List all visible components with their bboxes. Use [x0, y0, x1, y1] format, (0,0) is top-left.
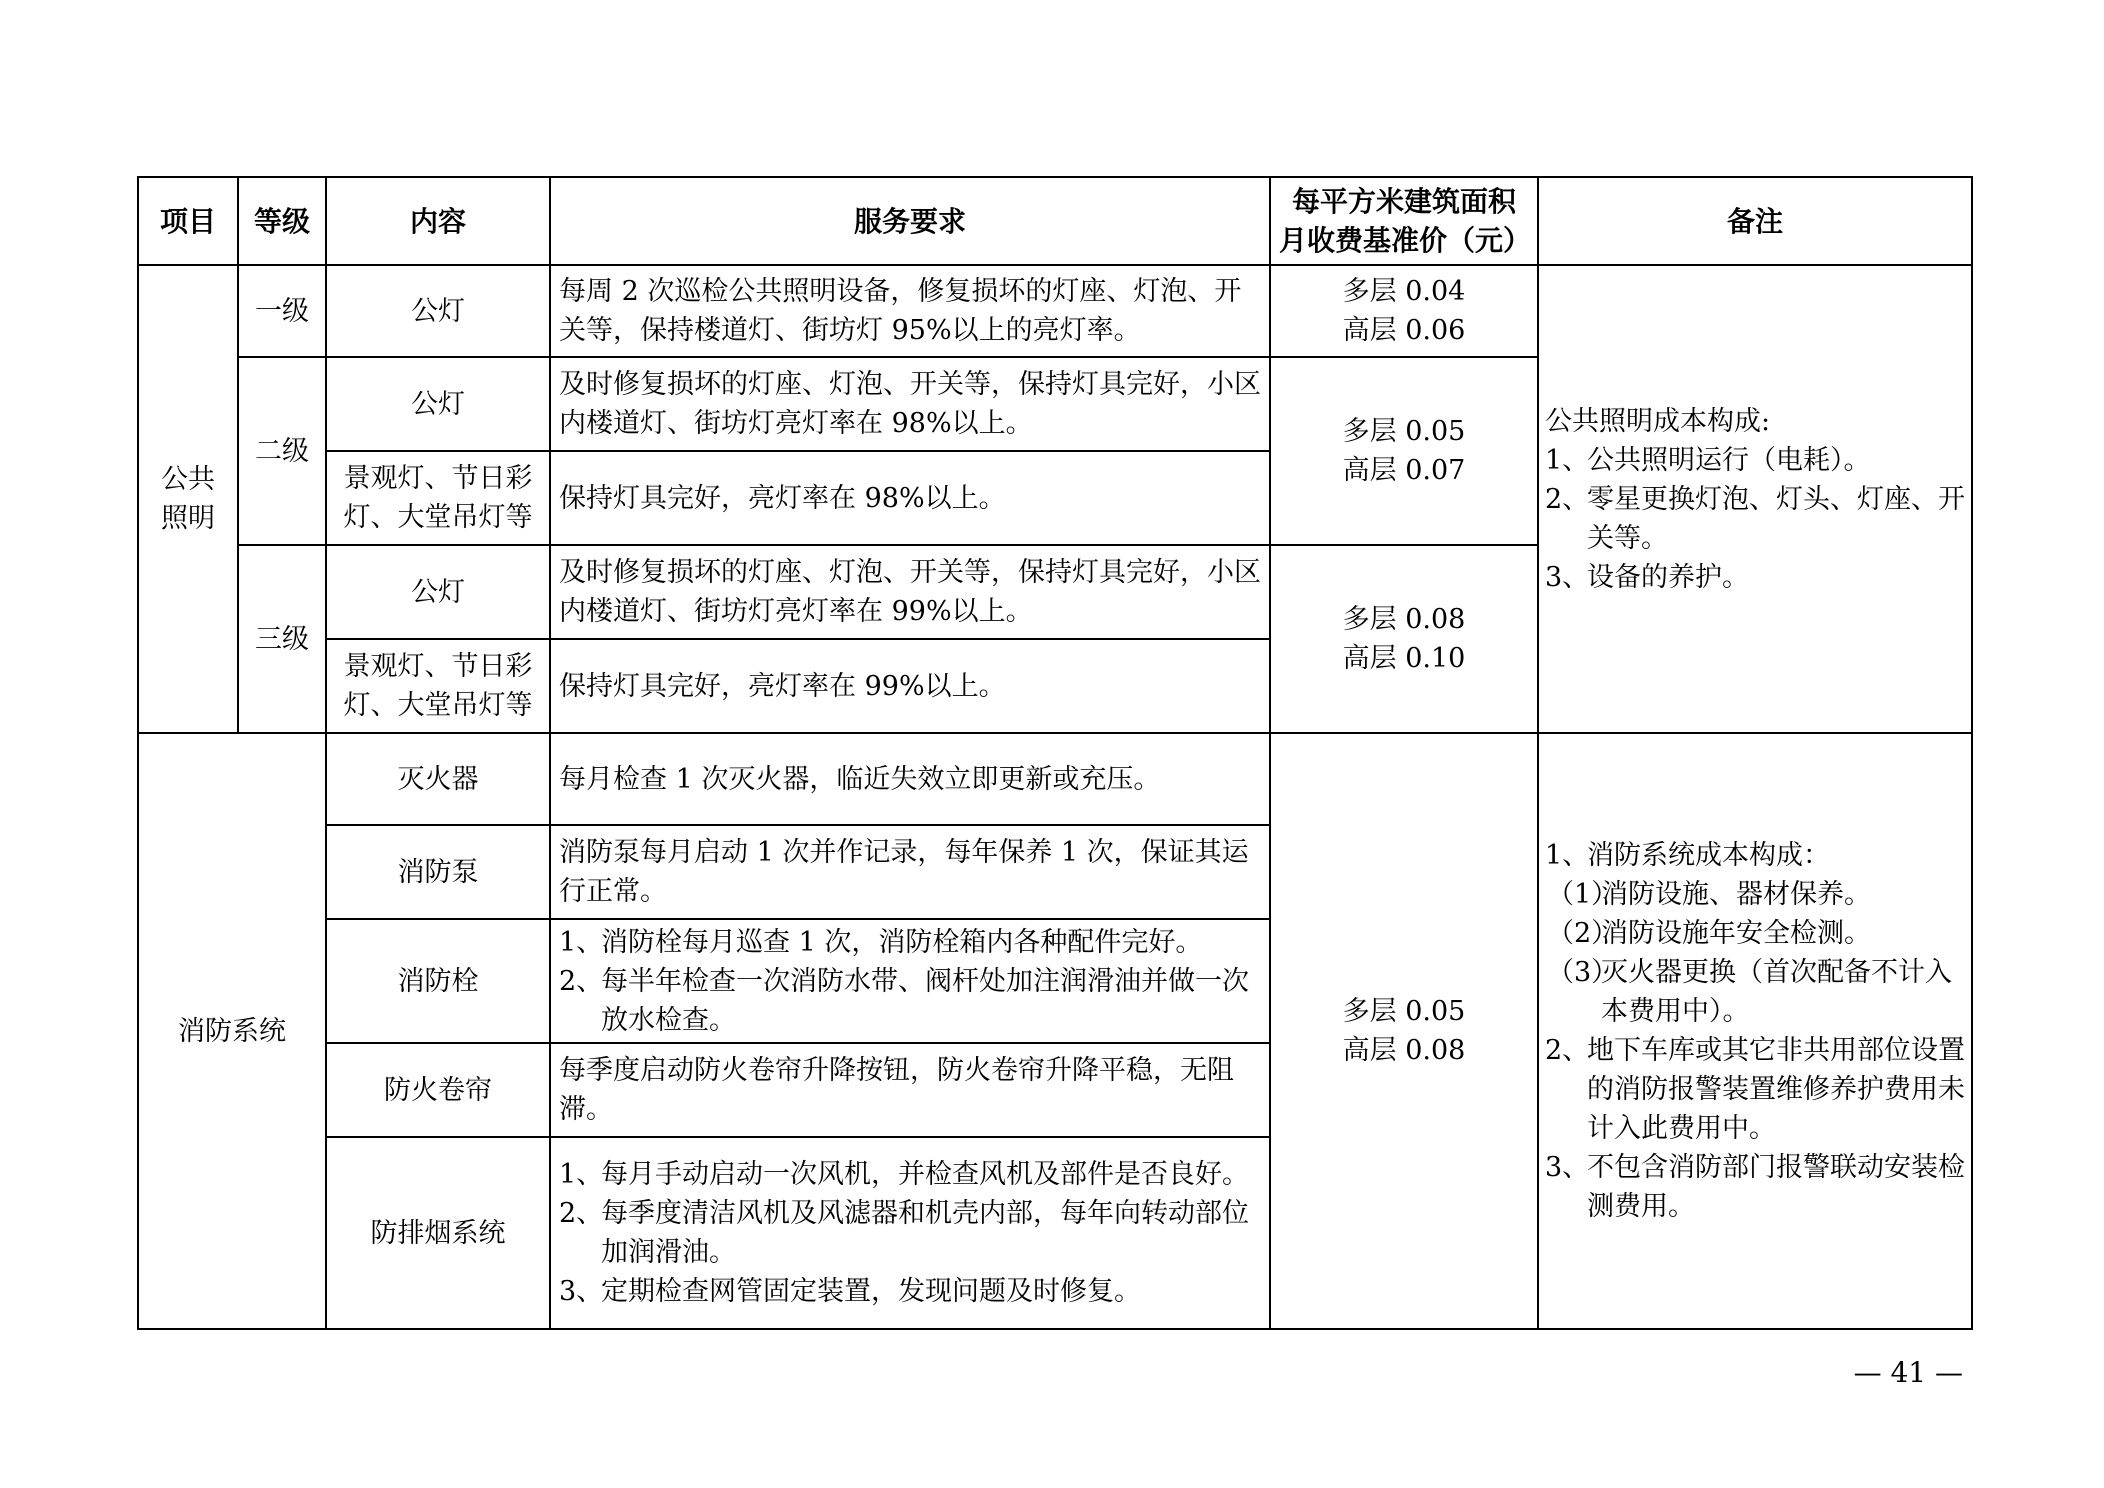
- service-requirement: [550, 1137, 1270, 1329]
- header-item: 项目: [138, 177, 238, 265]
- header-price: [1270, 177, 1538, 265]
- list-number: 2、: [1545, 1035, 1590, 1066]
- list-text: 灭火器更换（首次配备不计入本费用中）。: [1601, 957, 1952, 1027]
- price-multistorey: 多层 0.05: [1342, 416, 1466, 447]
- service-fee-table: [137, 176, 1973, 1330]
- price-highrise: 高层 0.10: [1342, 643, 1466, 674]
- remark-fire: [1538, 733, 1972, 1329]
- item-fire-system: 消防系统: [138, 733, 326, 1329]
- item-public-lighting: [138, 265, 238, 733]
- list-number: 2、: [559, 965, 604, 997]
- list-number: （2）: [1547, 918, 1619, 949]
- list-text: 地下车库或其它非共用部位设置的消防报警装置维修养护费用未计入此费用中。: [1587, 1035, 1965, 1144]
- content-smoke-exhaust: 防排烟系统: [326, 1137, 550, 1329]
- item-public-lighting-line1: 公共: [161, 464, 215, 495]
- content-public-light: 公灯: [326, 545, 550, 639]
- content-landscape-light: 景观灯、节日彩灯、大堂吊灯等: [326, 451, 550, 545]
- list-number: 3、: [1545, 561, 1590, 593]
- list-item: [1545, 953, 1967, 1031]
- list-number: （1）: [1547, 879, 1619, 910]
- list-text: 每月手动启动一次风机，并检查风机及部件是否良好。: [601, 1159, 1249, 1190]
- list-item: [1545, 1148, 1967, 1226]
- price-multistorey: 多层 0.05: [1342, 996, 1466, 1027]
- service-requirement: [550, 919, 1270, 1043]
- list-item: [559, 1272, 1261, 1311]
- service-requirement: 保持灯具完好，亮灯率在 99%以上。: [550, 639, 1270, 733]
- list-item: [1545, 480, 1967, 558]
- content-fire-shutter: 防火卷帘: [326, 1043, 550, 1137]
- remark-lighting-list: [1545, 441, 1967, 597]
- content-public-light: 公灯: [326, 265, 550, 357]
- content-fire-hydrant: 消防栓: [326, 919, 550, 1043]
- item-public-lighting-line2: 照明: [161, 503, 215, 534]
- list-text: 不包含消防部门报警联动安装检测费用。: [1587, 1152, 1965, 1222]
- content-fire-pump: 消防泵: [326, 825, 550, 919]
- price-highrise: 高层 0.06: [1342, 315, 1466, 346]
- header-price-line2: 月收费基准价（元）: [1279, 224, 1532, 257]
- list-text: 消防设施、器材保养。: [1601, 879, 1871, 910]
- list-item: [1545, 441, 1967, 480]
- price-cell: [1270, 733, 1538, 1329]
- service-requirement: 保持灯具完好，亮灯率在 98%以上。: [550, 451, 1270, 545]
- page-number: — 41 —: [1853, 1356, 1963, 1389]
- list-text: 每季度清洁风机及风滤器和机壳内部，每年向转动部位加润滑油。: [601, 1198, 1249, 1268]
- price-cell: [1270, 545, 1538, 733]
- table-row: [138, 733, 1972, 825]
- price-highrise: 高层 0.08: [1342, 1035, 1466, 1066]
- level-1: 一级: [238, 265, 326, 357]
- remark-lighting-head: 公共照明成本构成:: [1545, 405, 1771, 437]
- remark-fire-list: [1545, 836, 1967, 1226]
- header-service-requirements: 服务要求: [550, 177, 1270, 265]
- level-3: 三级: [238, 545, 326, 733]
- list-item: [1545, 914, 1967, 953]
- list-text: 定期检查网管固定装置，发现问题及时修复。: [601, 1276, 1141, 1307]
- list-item: [1545, 836, 1967, 875]
- price-multistorey: 多层 0.08: [1342, 604, 1466, 635]
- service-requirement: 每周 2 次巡检公共照明设备，修复损坏的灯座、灯泡、开关等，保持楼道灯、街坊灯 95%以上的亮灯率。: [550, 265, 1270, 357]
- list-number: 1、: [1545, 840, 1590, 871]
- list-text: 每半年检查一次消防水带、阀杆处加注润滑油并做一次放水检查。: [601, 965, 1249, 1036]
- list-item: [1545, 1031, 1967, 1148]
- list-item: [559, 923, 1261, 962]
- price-highrise: 高层 0.07: [1342, 455, 1466, 486]
- service-requirement: 消防泵每月启动 1 次并作记录，每年保养 1 次，保证其运行正常。: [550, 825, 1270, 919]
- header-content: 内容: [326, 177, 550, 265]
- list-number: 3、: [1545, 1152, 1590, 1183]
- hydrant-list: [559, 923, 1261, 1040]
- list-item: [1545, 875, 1967, 914]
- service-requirement: 每月检查 1 次灭火器，临近失效立即更新或充压。: [550, 733, 1270, 825]
- list-text: 消防设施年安全检测。: [1601, 918, 1871, 949]
- list-text: 消防系统成本构成：: [1587, 840, 1830, 871]
- list-number: 1、: [559, 1159, 604, 1190]
- list-number: 1、: [559, 926, 604, 958]
- remark-lighting: [1538, 265, 1972, 733]
- list-text: 公共照明运行（电耗）。: [1587, 444, 1871, 476]
- price-cell: [1270, 357, 1538, 545]
- service-requirement: 及时修复损坏的灯座、灯泡、开关等，保持灯具完好，小区内楼道灯、街坊灯亮灯率在 99%以上。: [550, 545, 1270, 639]
- header-row: [138, 177, 1972, 265]
- header-price-line1: 每平方米建筑面积: [1291, 185, 1516, 218]
- list-number: 1、: [1545, 444, 1590, 476]
- list-number: 2、: [1545, 483, 1590, 515]
- price-cell: [1270, 265, 1538, 357]
- list-number: 3、: [559, 1276, 604, 1307]
- list-item: [559, 1155, 1261, 1194]
- list-text: 消防栓每月巡查 1 次，消防栓箱内各种配件完好。: [601, 926, 1203, 958]
- price-multistorey: 多层 0.04: [1342, 276, 1466, 307]
- content-extinguisher: 灭火器: [326, 733, 550, 825]
- list-text: 设备的养护。: [1587, 561, 1749, 593]
- content-public-light: 公灯: [326, 357, 550, 451]
- table-row: [138, 265, 1972, 357]
- header-level: 等级: [238, 177, 326, 265]
- list-text: 零星更换灯泡、灯头、灯座、开关等。: [1587, 483, 1965, 554]
- service-requirement: 每季度启动防火卷帘升降按钮，防火卷帘升降平稳，无阻滞。: [550, 1043, 1270, 1137]
- content-landscape-light: 景观灯、节日彩灯、大堂吊灯等: [326, 639, 550, 733]
- smoke-list: [559, 1155, 1261, 1311]
- list-item: [559, 962, 1261, 1040]
- list-item: [559, 1194, 1261, 1272]
- service-requirement: 及时修复损坏的灯座、灯泡、开关等，保持灯具完好，小区内楼道灯、街坊灯亮灯率在 98%以上。: [550, 357, 1270, 451]
- list-item: [1545, 558, 1967, 597]
- header-remark: 备注: [1538, 177, 1972, 265]
- level-2: 二级: [238, 357, 326, 545]
- list-number: 2、: [559, 1198, 604, 1229]
- list-number: （3）: [1547, 957, 1619, 988]
